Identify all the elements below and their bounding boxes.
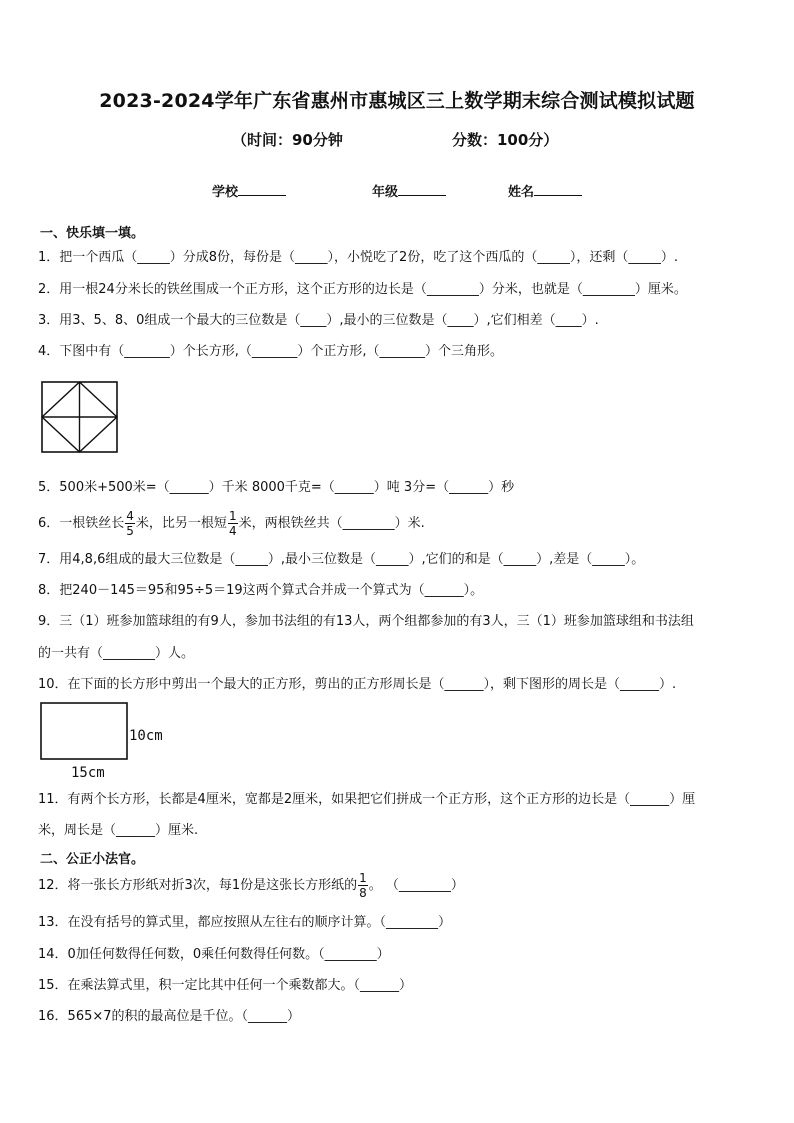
question-11-line-1: 11．有两个长方形，长都是4厘米，宽都是2厘米，如果把它们拼成一个正方形，这个正方形的边长是（______）厘	[38, 792, 696, 807]
question-4: 4．下图中有（_______）个长方形,（_______）个正方形,（_______）个三角形。	[38, 344, 504, 359]
question-15: 15．在乘法算式里，积一定比其中任何一个乘数都大。（______）	[38, 978, 413, 993]
fraction-numerator: 1	[359, 871, 367, 885]
fraction-four-fifths	[125, 509, 135, 538]
question-6-text-b: 米，比另一根短	[135, 516, 227, 531]
question-6-text-a: 6．一根铁丝长	[38, 516, 125, 531]
grade-label: 年级	[372, 185, 399, 200]
question-13: 13．在没有括号的算式里，都应按照从左往右的顺序计算。（________）	[38, 915, 452, 930]
fraction-one-quarter	[228, 509, 238, 538]
question-5: 5．500米+500米=（______）千米 8000千克=（______）吨 3分=（______）秒	[38, 480, 515, 495]
fraction-denominator: 4	[228, 524, 237, 538]
grade-blank	[398, 183, 446, 196]
question-11-line-2: 米，周长是（______）厘米.	[38, 823, 199, 838]
fraction-numerator: 4	[126, 509, 134, 523]
question-7: 7．用4,8,6组成的最大三位数是（_____）,最小三位数是（_____）,它们的和是（_____）,差是（_____）。	[38, 552, 645, 567]
question-10: 10．在下面的长方形中剪出一个最大的正方形，剪出的正方形周长是（______），剩下图形的周长是（______）.	[38, 677, 677, 692]
school-blank	[238, 183, 286, 196]
rectangle-width-label: 15cm	[71, 765, 105, 781]
question-12-text-a: 12．将一张长方形纸对折3次，每1份是这张长方形纸的	[38, 878, 358, 893]
rectangle-height-label: 10cm	[129, 728, 163, 744]
section-title-true-false: 二、公正小法官。	[40, 852, 145, 867]
name-label: 姓名	[508, 185, 535, 200]
question-12	[38, 869, 464, 903]
question-8: 8．把240－145＝95和95÷5＝19这两个算式合并成一个算式为（______）。	[38, 583, 484, 598]
question-3: 3．用3、5、8、0组成一个最大的三位数是（____）,最小的三位数是（____）,它们相差（____）.	[38, 313, 599, 328]
question-6	[38, 507, 425, 541]
fraction-one-eighth	[358, 871, 368, 900]
fraction-denominator: 8	[359, 886, 367, 900]
exam-time: （时间：90分钟	[232, 131, 343, 149]
rectangle-figure	[38, 700, 178, 782]
school-field	[212, 181, 286, 200]
question-9-line-1: 9．三（1）班参加篮球组的有9人，参加书法组的有13人，两个组都参加的有3人，三（1）班参加篮球组和书法组	[38, 614, 694, 629]
question-2: 2．用一根24分米长的铁丝围成一个正方形，这个正方形的边长是（________）分米，也就是（________）厘米。	[38, 282, 687, 297]
question-12-text-b: 。 （________）	[368, 878, 464, 893]
question-14: 14．0加任何数得任何数，0乘任何数得任何数。（________）	[38, 947, 390, 962]
school-label: 学校	[212, 185, 239, 200]
section-title-fill-in: 一、快乐填一填。	[40, 226, 145, 241]
question-9-line-2: 的一共有（________）人。	[38, 646, 195, 661]
name-blank	[534, 183, 582, 196]
name-field	[508, 181, 582, 200]
exam-title: 2023-2024学年广东省惠州市惠城区三上数学期末综合测试模拟试题	[99, 90, 695, 112]
question-1: 1．把一个西瓜（_____）分成8份，每份是（_____），小悦吃了2份，吃了这个西瓜的（_____），还剩（_____）.	[38, 250, 678, 265]
fraction-numerator: 1	[228, 509, 237, 523]
square-diamond-figure	[40, 380, 120, 455]
question-6-text-c: 米，两根铁丝共（________）米.	[238, 516, 425, 531]
question-16: 16．565×7的积的最高位是千位。（______）	[38, 1009, 301, 1024]
fraction-denominator: 5	[126, 524, 134, 538]
exam-score: 分数：100分）	[452, 131, 559, 149]
grade-field	[372, 181, 446, 200]
